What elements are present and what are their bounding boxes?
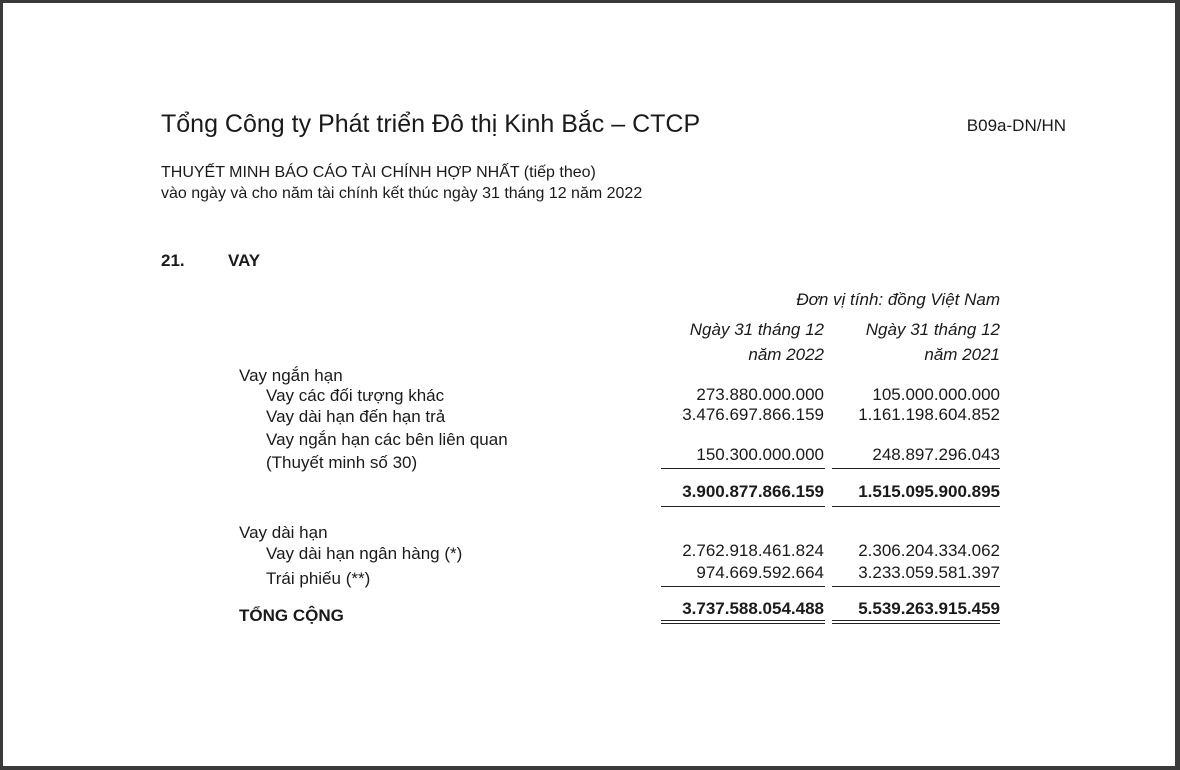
- total-value-2022: 3.737.588.054.488: [682, 599, 824, 618]
- row-value-2022: 974.669.592.664: [696, 563, 824, 582]
- subtotal-underline: [661, 506, 825, 507]
- total-label: TỔNG CỘNG: [239, 606, 344, 625]
- row-label: Vay dài hạn ngân hàng (*): [266, 544, 463, 563]
- row-value-2022: 3.476.697.866.159: [682, 405, 824, 424]
- total-double-underline: [832, 620, 1000, 621]
- subtotal-rule: [661, 468, 825, 469]
- row-label: Trái phiếu (**): [266, 569, 371, 588]
- document-page: [3, 3, 1175, 766]
- subtotal-value-2022: 3.900.877.866.159: [682, 482, 824, 501]
- company-name: Tổng Công ty Phát triển Đô thị Kinh Bắc – CTCP: [161, 110, 701, 138]
- total-rule: [661, 586, 825, 587]
- row-value-2021: 105.000.000.000: [872, 385, 1000, 404]
- column-header-2021: [866, 317, 1000, 367]
- column-header-2021-line1: Ngày 31 tháng 12: [865, 320, 1000, 339]
- section-number: 21.: [161, 251, 185, 270]
- subtotal-underline: [832, 506, 1000, 507]
- subtotal-rule: [832, 468, 1000, 469]
- total-double-underline: [661, 623, 825, 624]
- row-value-2021: 3.233.059.581.397: [858, 563, 1000, 582]
- column-header-2022: [690, 317, 824, 367]
- total-rule: [832, 586, 1000, 587]
- currency-unit: Đơn vị tính: đồng Việt Nam: [796, 290, 1000, 309]
- row-value-2022: 150.300.000.000: [696, 445, 824, 464]
- section-title: VAY: [228, 251, 261, 270]
- report-period: vào ngày và cho năm tài chính kết thúc ngày 31 tháng 12 năm 2022: [161, 185, 643, 202]
- row-value-2022: 273.880.000.000: [696, 385, 824, 404]
- column-header-2022-line1: Ngày 31 tháng 12: [689, 320, 824, 339]
- row-label: Vay các đối tượng khác: [266, 386, 445, 405]
- subtotal-value-2021: 1.515.095.900.895: [858, 482, 1000, 501]
- long-term-heading: Vay dài hạn: [239, 523, 328, 542]
- row-value-2021: 2.306.204.334.062: [858, 541, 1000, 560]
- row-label: Vay dài hạn đến hạn trả: [266, 407, 446, 426]
- report-title: THUYẾT MINH BÁO CÁO TÀI CHÍNH HỢP NHẤT (tiếp theo): [161, 164, 596, 181]
- short-term-heading: Vay ngắn hạn: [239, 366, 343, 385]
- form-code: B09a-DN/HN: [966, 116, 1066, 135]
- row-value-2021: 1.161.198.604.852: [858, 405, 1000, 424]
- total-double-underline: [661, 620, 825, 621]
- column-header-2021-line2: năm 2021: [924, 345, 1000, 364]
- row-label-note: (Thuyết minh số 30): [266, 453, 418, 472]
- column-header-2022-line2: năm 2022: [748, 345, 824, 364]
- row-value-2021: 248.897.296.043: [872, 445, 1000, 464]
- row-value-2022: 2.762.918.461.824: [682, 541, 824, 560]
- total-value-2021: 5.539.263.915.459: [858, 599, 1000, 618]
- total-double-underline: [832, 623, 1000, 624]
- row-label: Vay ngắn hạn các bên liên quan: [266, 430, 508, 449]
